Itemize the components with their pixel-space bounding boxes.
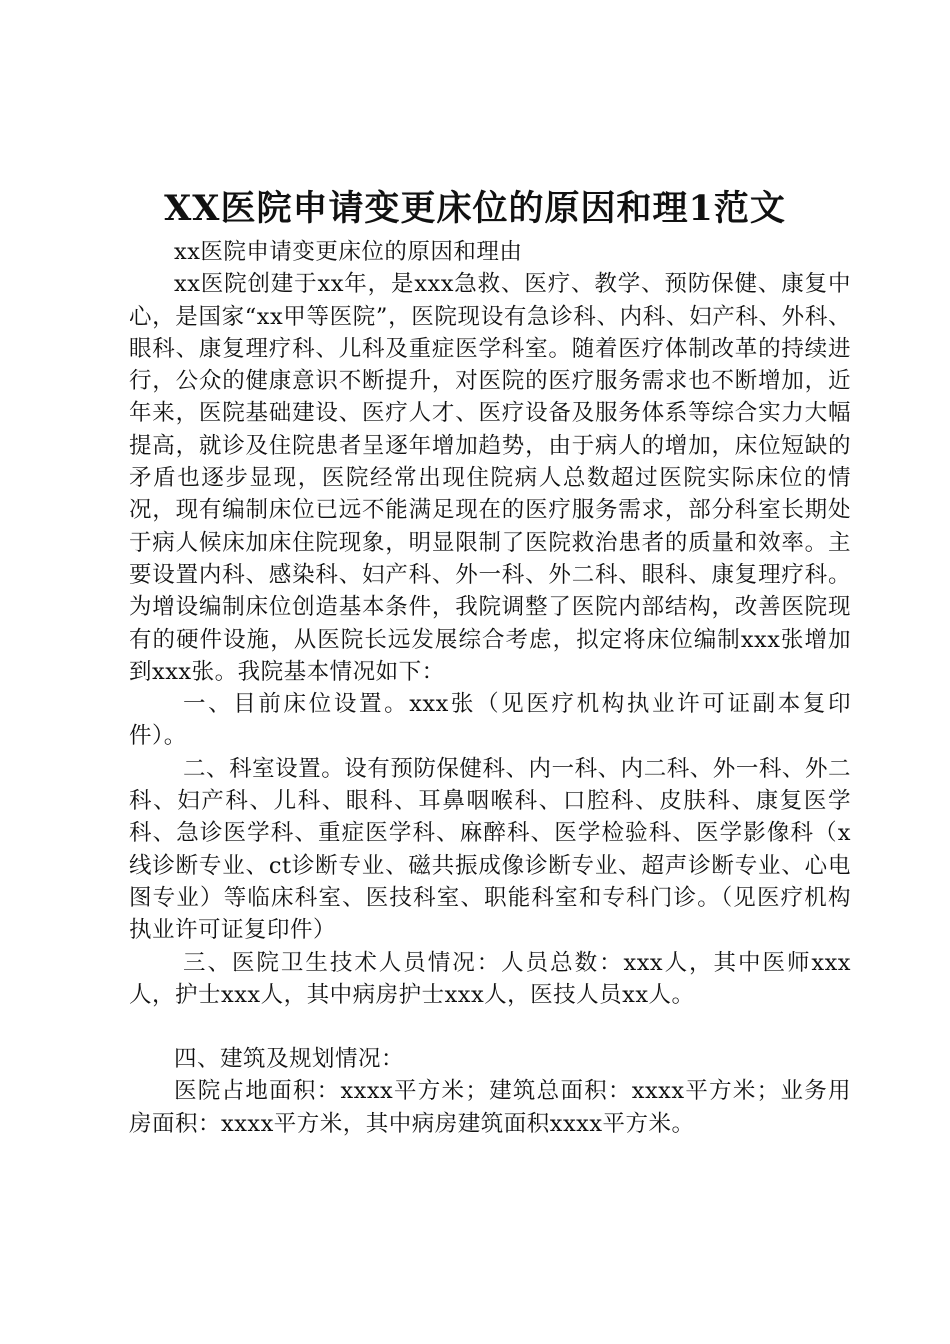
document-body [129,236,851,1140]
paragraph-building-area: 医院占地面积：xxxx平方米；建筑总面积：xxxx平方米；业务用房面积：xxxx平方米，其中病房建筑面积xxxx平方米。 [129,1078,851,1137]
paragraph-subtitle: xx医院申请变更床位的原因和理由 [174,239,523,265]
document-title: XX医院申请变更床位的原因和理1范文 [164,188,786,229]
paragraph-bed-setting: 一、目前床位设置。xxx张（见医疗机构执业许可证副本复印件）。 [129,691,851,750]
paragraph-building-heading: 四、建筑及规划情况： [174,1046,405,1073]
paragraph-staff: 三、医院卫生技术人员情况：人员总数：xxx人，其中医师xxx人，护士xxx人，其中病房护士xxx人，医技人员xx人。 [129,949,851,1008]
paragraph-introduction: xx医院创建于xx年，是xxx急救、医疗、教学、预防保健、康复中心，是国家“xx甲等医院”，医院现设有急诊科、内科、妇产科、外科、眼科、康复理疗科、儿科及重症医学科室。随着医疗体制改革的持续进行，公众的健康意识不断提升，对医院的医疗服务需求也不断增加，近年来，医院基础建设、医疗人才、医疗设备及服务体系等综合实力大幅提高，就诊及住院患者呈逐年增加趋势，由于病人的增加，床位短缺的矛盾也逐步显现，医院经常出现住院病人总数超过医院实际床位的情况，现有编制床位已远不能满足现在的医疗服务需求，部分科室长期处于病人候床加床住院现象，明显限制了医院救治患者的质量和效率。主要设置内科、感染科、妇产科、外一科、外二科、眼科、康复理疗科。为增设编制床位创造基本条件，我院调整了医院内部结构，改善医院现有的硬件设施，从医院长远发展综合考虑，拟定将床位编制xxx张增加到xxx张。我院基本情况如下： [129,271,851,685]
paragraph-department-setting: 二、科室设置。设有预防保健科、内一科、内二科、外一科、外二科、妇产科、儿科、眼科、耳鼻咽喉科、口腔科、皮肤科、康复医学科、急诊医学科、重症医学科、麻醉科、医学检验科、医学影像科（x线诊断专业、ct诊断专业、磁共振成像诊断专业、超声诊断专业、心电图专业）等临床科室、医技科室、职能科室和专科门诊。（见医疗机构执业许可证复印件） [129,755,851,944]
